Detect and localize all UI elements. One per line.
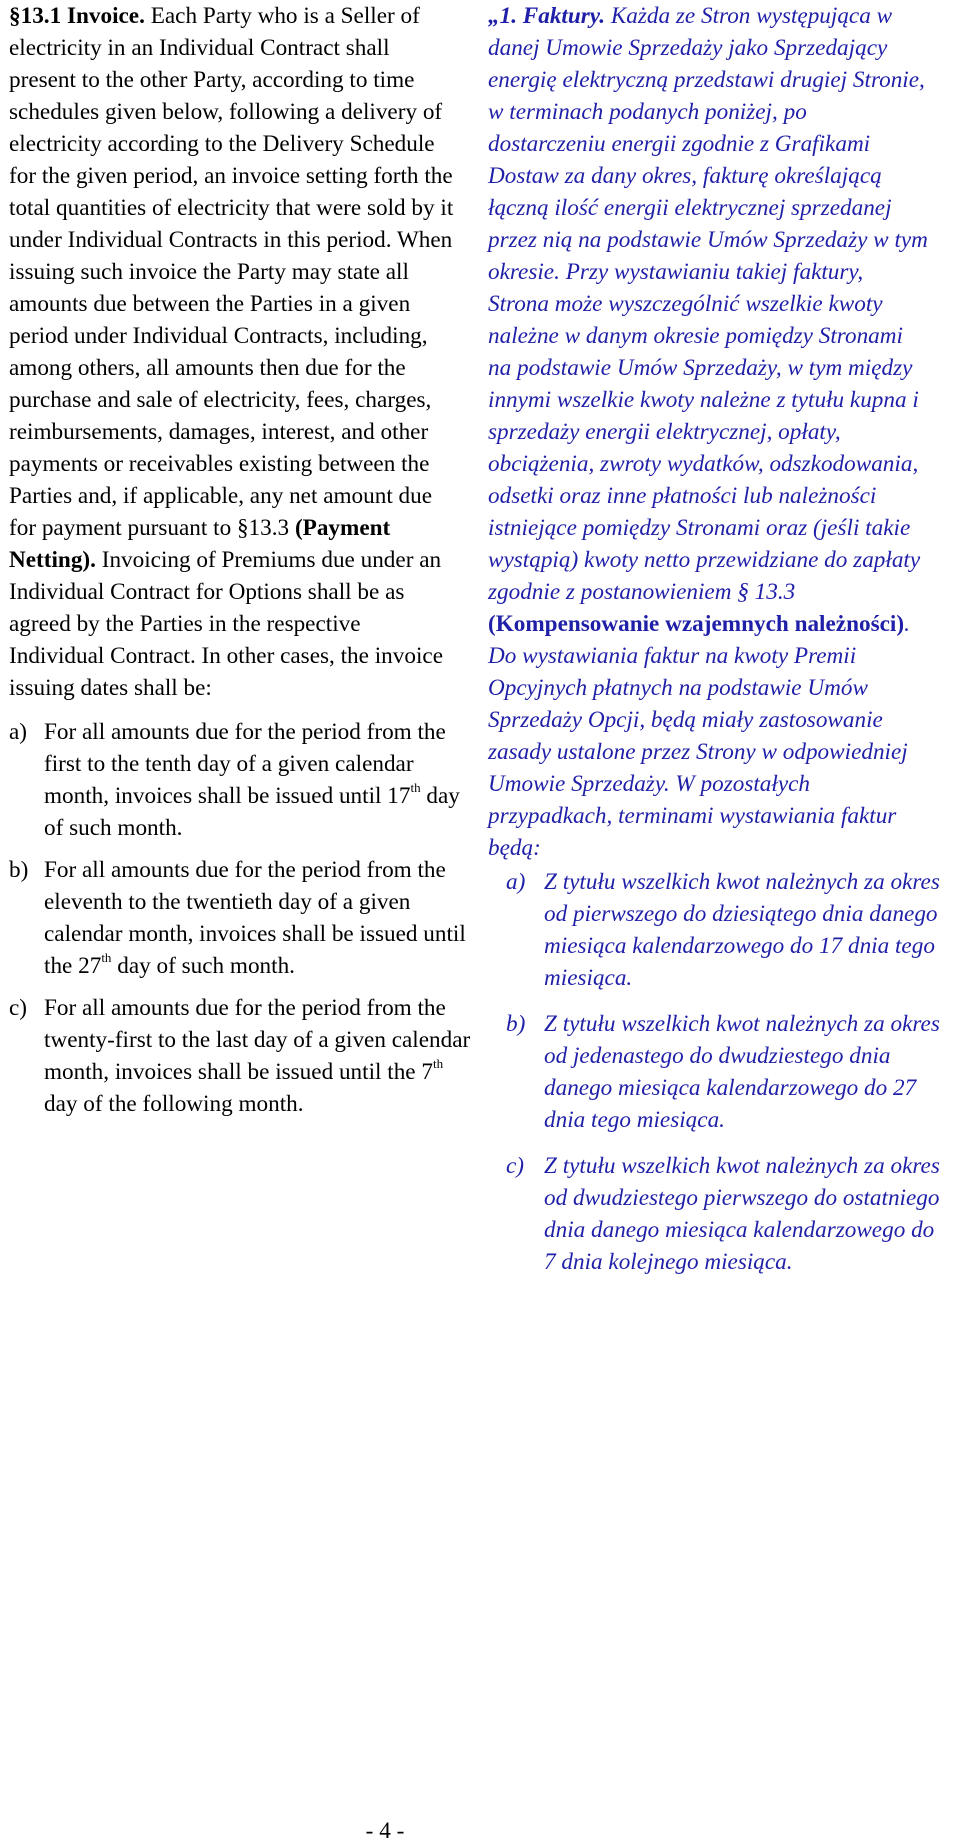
- polish-column: [488, 0, 958, 1278]
- page-number: - 4 -: [365, 1818, 405, 1844]
- english-item-text: For all amounts due for the period from the twenty-first to the last day of a given calendar month, invoices shall be issued until the 7: [44, 995, 471, 1085]
- english-item-text-end: day of the following month.: [44, 1091, 304, 1117]
- polish-item-marker: b): [506, 1011, 526, 1037]
- polish-list-item-a: [488, 866, 944, 994]
- polish-item-marker: a): [506, 869, 526, 895]
- polish-item-text: Z tytułu wszelkich kwot należnych za okres od pierwszego do dziesiątego dnia danego miesiąca kalendarzowego do 17 dnia tego miesiąca.: [544, 869, 940, 991]
- english-column: [9, 0, 479, 1120]
- polish-section-title: Faktury.: [522, 3, 606, 29]
- english-list-item-a: [9, 716, 474, 844]
- polish-item-text: Z tytułu wszelkich kwot należnych za okres od dwudziestego pierwszego do ostatniego dnia danego miesiąca kalendarzowego do 7 dnia kolejnego miesiąca.: [544, 1153, 940, 1275]
- polish-intro-paragraph: [488, 0, 928, 864]
- english-item-marker: c): [9, 995, 28, 1021]
- english-item-text-end: day of such month.: [44, 783, 460, 841]
- polish-list-item-c: [488, 1150, 944, 1278]
- polish-intro-reference: (Kompensowanie wzajemnych należności): [488, 611, 905, 637]
- english-intro-paragraph: [9, 0, 461, 704]
- english-item-marker: a): [9, 719, 28, 745]
- polish-item-list: [488, 866, 958, 1278]
- english-list-item-b: [9, 854, 474, 982]
- english-item-superscript: th: [101, 950, 112, 966]
- polish-item-marker: c): [506, 1153, 525, 1179]
- polish-intro-text: Każda ze Stron występująca w danej Umowie Sprzedaży jako Sprzedający energię elektryczną przedstawi drugiej Stronie, w terminach podanych poniżej, po dostarczeniu energii zgodnie z Grafikami Dostaw za dany okres, fakturę określającą łączną ilość energii elektrycznej sprzedanej przez nią na podstawie Umów Sprzedaży w tym okresie. Przy wystawianiu takiej faktury, Strona może wyszczególnić wszelkie kwoty należne w danym okresie pomiędzy Stronami na podstawie Umów Sprzedaży, w tym między innymi wszelkie kwoty należne z tytułu kupna i sprzedaży energii elektrycznej, opłaty, obciążenia, zwroty wydatków, odszkodowania, odsetki oraz inne płatności lub należności istniejące pomiędzy Stronami oraz (jeśli takie wystąpią) kwoty netto przewidziane do zapłaty zgodnie z postanowieniem § 13.3: [488, 3, 928, 605]
- english-intro-reference: (Payment Netting).: [9, 515, 391, 573]
- polish-section-number: „1.: [488, 3, 517, 29]
- english-item-list: [9, 716, 479, 1120]
- english-item-marker: b): [9, 857, 29, 883]
- english-item-superscript: th: [410, 780, 421, 796]
- english-list-item-c: [9, 992, 474, 1120]
- english-section-title: Invoice.: [66, 3, 145, 29]
- english-item-text-end: day of such month.: [111, 953, 295, 979]
- english-item-text: For all amounts due for the period from the eleventh to the twentieth day of a given calendar month, invoices shall be issued until the 27: [44, 857, 466, 979]
- english-section-number: §13.1: [9, 3, 62, 29]
- english-item-superscript: th: [433, 1056, 444, 1072]
- english-intro-text: Each Party who is a Seller of electricity in an Individual Contract shall present to the other Party, according to time schedules given below, following a delivery of electricity according to the Delivery Schedule for the given period, an invoice setting forth the total quantities of electricity that were sold by it under Individual Contracts in this period. When issuing such invoice the Party may state all amounts due between the Parties in a given period under Individual Contracts, including, among others, all amounts then due for the purchase and sale of electricity, fees, charges, reimbursements, damages, interest, and other payments or receivables existing between the Parties and, if applicable, any net amount due for payment pursuant to §13.3: [9, 3, 454, 541]
- english-intro-end: Invoicing of Premiums due under an Individual Contract for Options shall be as agreed by the Parties in the respective Individual Contract. In other cases, the invoice issuing dates shall be:: [9, 547, 443, 701]
- polish-list-item-b: [488, 1008, 944, 1136]
- polish-intro-end: . Do wystawiania faktur na kwoty Premii Opcyjnych płatnych na podstawie Umów Sprzedaży Opcji, będą miały zastosowanie zasady ustalone przez Strony w odpowiedniej Umowie Sprzedaży. W pozostałych przypadkach, terminami wystawiania faktur będą:: [488, 611, 910, 861]
- polish-item-text: Z tytułu wszelkich kwot należnych za okres od jedenastego do dwudziestego dnia danego miesiąca kalendarzowego do 27 dnia tego miesiąca.: [544, 1011, 940, 1133]
- english-item-text: For all amounts due for the period from the first to the tenth day of a given calendar month, invoices shall be issued until 17: [44, 719, 446, 809]
